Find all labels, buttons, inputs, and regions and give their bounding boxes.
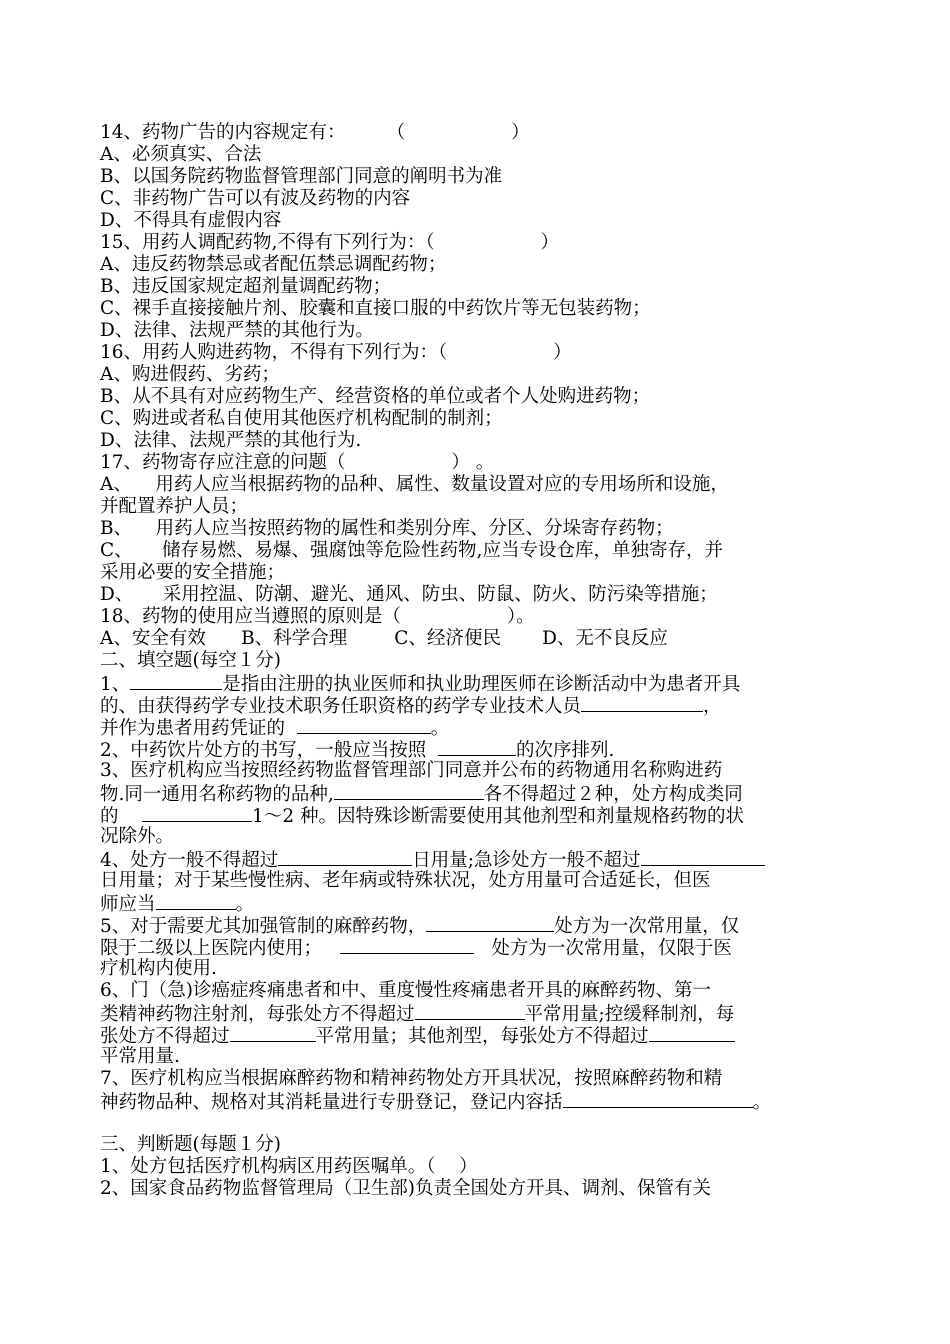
q18-stem: 18、药物的使用应当遵照的原则是（ ）。 xyxy=(100,606,535,627)
q17-option-a: A、 用药人应当根据药物的品种、属性、数量设置对应的专用场所和设施， xyxy=(100,474,729,495)
fill-1-line-1: 1、 是指由注册的执业医师和执业助理医师在诊断活动中为患者开具 xyxy=(100,674,741,695)
fill-blank[interactable] xyxy=(142,804,252,822)
fill-4-line-1: 4、处方一般不得超过 日用量;急诊处方一般不超过 xyxy=(100,848,860,870)
q15-stem: 15、用药人调配药物,不得有下列行为：（ ） xyxy=(100,232,560,253)
q14-option-c: C、非药物广告可以有波及药物的内容 xyxy=(100,188,411,209)
q17-stem: 17、药物寄存应注意的问题（ ） 。 xyxy=(100,452,495,473)
fill-4-line-3: 师应当 。 xyxy=(100,894,255,915)
q16-option-c: C、购进或者私自使用其他医疗机构配制的制剂； xyxy=(100,408,503,429)
q17-option-d: D、 采用控温、防潮、避光、通风、防虫、防鼠、防火、防污染等措施； xyxy=(100,584,718,605)
judge-1: 1、处方包括医疗机构病区用药医嘱单。（ ） xyxy=(100,1156,478,1177)
q16-option-d: D、法律、法规严禁的其他行为. xyxy=(100,430,362,451)
fill-blank[interactable] xyxy=(426,914,554,932)
fill-blank[interactable] xyxy=(334,782,484,800)
q17-option-b: B、 用药人应当按照药物的属性和类别分库、分区、分垛寄存药物； xyxy=(100,518,674,539)
q16-option-b: B、从不具有对应药物生产、经营资格的单位或者个人处购进药物； xyxy=(100,386,651,407)
q14-stem: 14、药物广告的内容规定有： （ ） xyxy=(100,122,530,143)
q15-option-c: C、裸手直接接触片剂、胶囊和直接口服的中药饮片等无包装药物； xyxy=(100,298,651,319)
fill-blank[interactable] xyxy=(340,936,474,954)
fill-3-line-4: 况除外。 xyxy=(100,826,175,847)
q18-options: A、安全有效 B、科学合理 C、经济便民 D、无不良反应 xyxy=(100,628,668,649)
fill-6-line-2: 类精神药物注射剂，每张处方不得超过 平常用量;控缓释制剂，每 xyxy=(100,1004,735,1025)
fill-blank[interactable] xyxy=(130,672,222,690)
fill-7-line-2: 神药物品种、规格对其消耗量进行专册登记，登记内容括 。 xyxy=(100,1092,772,1113)
q16-stem: 16、用药人购进药物，不得有下列行为：（ ） xyxy=(100,342,572,363)
fill-blank[interactable] xyxy=(230,1024,316,1042)
q14-option-d: D、不得具有虚假内容 xyxy=(100,210,282,231)
fill-4-line-2: 日用量；对于某些慢性病、老年病或特殊状况，处方用量可合适延长，但医 xyxy=(100,870,711,891)
fill-blank[interactable] xyxy=(415,1002,525,1020)
fill-blank[interactable] xyxy=(563,1090,753,1108)
judge-2: 2、国家食品药物监督管理局（卫生部)负责全国处方开具、调剂、保管有关 xyxy=(100,1178,711,1199)
fill-blank[interactable] xyxy=(649,1024,735,1042)
fill-5-line-2: 限于二级以上医院内使用； 处方为一次常用量，仅限于医 xyxy=(100,938,732,959)
fill-7-line-1: 7、医疗机构应当根据麻醉药物和精神药物处方开具状况，按照麻醉药物和精 xyxy=(100,1068,723,1089)
fill-6-line-3: 张处方不得超过 平常用量；其他剂型，每张处方不得超过 xyxy=(100,1024,860,1046)
fill-2: 2、中药饮片处方的书写，一般应当按照 的次序排列. xyxy=(100,740,615,761)
fill-1-line-2: 的、由获得药学专业技术职务任职资格的药学专业技术人员 ， xyxy=(100,696,722,717)
section2-title: 二、填空题(每空１分) xyxy=(100,650,281,671)
q17-option-a-cont: 并配置养护人员； xyxy=(100,496,249,517)
fill-5-line-3: 疗机构内使用. xyxy=(100,958,217,979)
q16-option-a: A、购进假药、劣药； xyxy=(100,364,280,385)
fill-blank[interactable] xyxy=(438,738,516,756)
fill-blank[interactable] xyxy=(641,848,765,866)
fill-3-line-2: 物.同一通用名称药物的品种, 各不得超过２种，处方构成类同 xyxy=(100,784,743,805)
q14-option-a: A、必须真实、合法 xyxy=(100,144,262,165)
q15-option-a: A、违反药物禁忌或者配伍禁忌调配药物； xyxy=(100,254,447,275)
q17-option-c-cont: 采用必要的安全措施； xyxy=(100,562,286,583)
q17-option-c: C、 储存易燃、易爆、强腐蚀等危险性药物,应当专设仓库，单独寄存，并 xyxy=(100,540,723,561)
fill-3-line-3: 的 1～2 种。因特殊诊断需要使用其他剂型和剂量规格药物的状 xyxy=(100,806,744,827)
fill-1-line-3: 并作为患者用药凭证的 。 xyxy=(100,718,450,739)
document-page xyxy=(100,122,860,1200)
q14-option-b: B、以国务院药物监督管理部门同意的阐明书为准 xyxy=(100,166,503,187)
section3-title: 三、判断题(每题１分) xyxy=(100,1134,281,1155)
fill-6-line-1: 6、门（急)诊癌症疼痛患者和中、重度慢性疼痛患者开具的麻醉药物、第一 xyxy=(100,980,711,1001)
fill-blank[interactable] xyxy=(156,892,236,910)
q15-option-b: B、违反国家规定超剂量调配药物； xyxy=(100,276,392,297)
fill-3-line-1: 3、医疗机构应当按照经药物监督管理部门同意并公布的药物通用名称购进药 xyxy=(100,760,723,781)
q15-option-d: D、法律、法规严禁的其他行为。 xyxy=(100,320,374,341)
fill-blank[interactable] xyxy=(278,848,412,866)
fill-blank[interactable] xyxy=(297,716,431,734)
fill-5-line-1: 5、对于需要尤其加强管制的麻醉药物， 处方为一次常用量，仅 xyxy=(100,916,740,937)
spacer xyxy=(100,1112,860,1134)
fill-blank[interactable] xyxy=(581,694,703,712)
fill-6-line-4: 平常用量. xyxy=(100,1046,180,1067)
